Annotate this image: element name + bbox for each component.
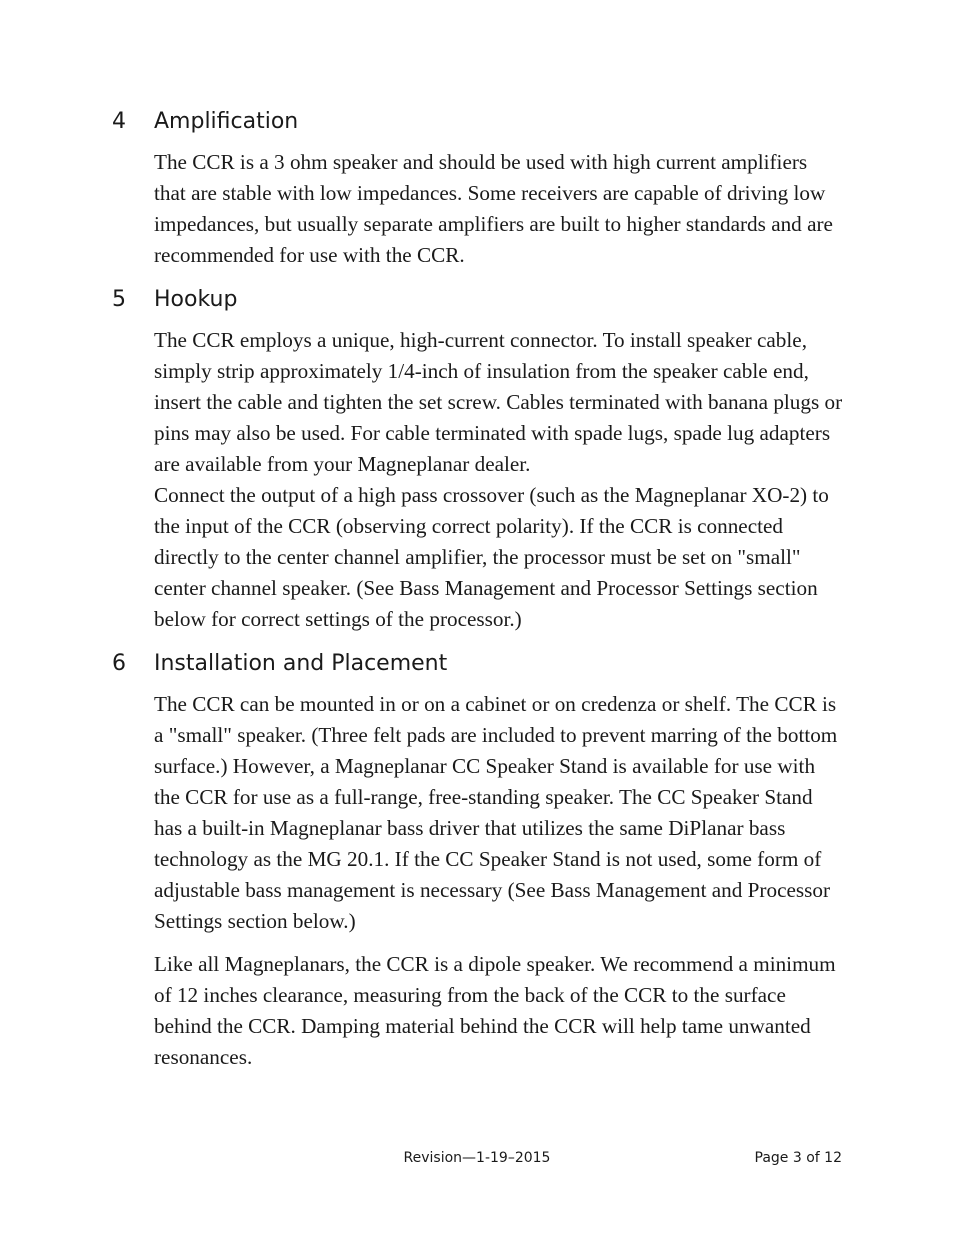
body-paragraph: Like all Magneplanars, the CCR is a dipole speaker. We recommend a minimum of 12 inches clearance, measuring from the back of the CCR to the surface behind the CCR. Damping material behind the CCR will help tame unwanted resonances.: [154, 952, 836, 1069]
section-title: Hookup: [154, 287, 238, 312]
section-number: 4: [112, 109, 126, 134]
body-paragraph: Connect the output of a high pass crossover (such as the Magneplanar XO-2) to the input of the CCR (observing correct polarity). If the CCR is connected directly to the center channel amplifier, the processor must be set on "small" center channel speaker. (See Bass Management and Processor Settings section below for correct settings of the processor.): [154, 483, 829, 631]
footer-page-number: Page 3 of 12: [754, 1150, 842, 1166]
section-heading: [112, 649, 852, 679]
section-heading: [112, 285, 852, 315]
section-installation-placement: [112, 649, 852, 1073]
section-title: Amplification: [154, 109, 299, 134]
section-heading: [112, 107, 852, 137]
body-paragraph: The CCR can be mounted in or on a cabinet or on credenza or shelf. The CCR is a "small" speaker. (Three felt pads are included to prevent marring of the bottom surface.) However, a Magneplanar CC Speaker Stand is available for use with the CCR for use as a full-range, free-standing speaker. The CC Speaker Stand has a built-in Magneplanar bass driver that utilizes the same DiPlanar bass technology as the MG 20.1. If the CC Speaker Stand is not used, some form of adjustable bass management is necessary (See Bass Management and Processor Settings section below.): [154, 692, 838, 933]
section-title: Installation and Placement: [154, 651, 448, 676]
footer-revision: Revision—1-19–2015: [403, 1150, 551, 1166]
body-paragraph: The CCR is a 3 ohm speaker and should be used with high current amplifiers that are stable with low impedances. Some receivers are capable of driving low impedances, but usually separate amplifiers are built to higher standards and are recommended for use with the CCR.: [154, 150, 833, 267]
section-number: 5: [112, 287, 126, 312]
section-amplification: [112, 107, 852, 271]
section-number: 6: [112, 651, 126, 676]
body-paragraph: The CCR employs a unique, high-current connector. To install speaker cable, simply strip approximately 1/4-inch of insulation from the speaker cable end, insert the cable and tighten the set screw. Cables terminated with banana plugs or pins may also be used. For cable terminated with spade lugs, spade lug adapters are available from your Magneplanar dealer.: [154, 328, 843, 476]
section-hookup: [112, 285, 852, 635]
